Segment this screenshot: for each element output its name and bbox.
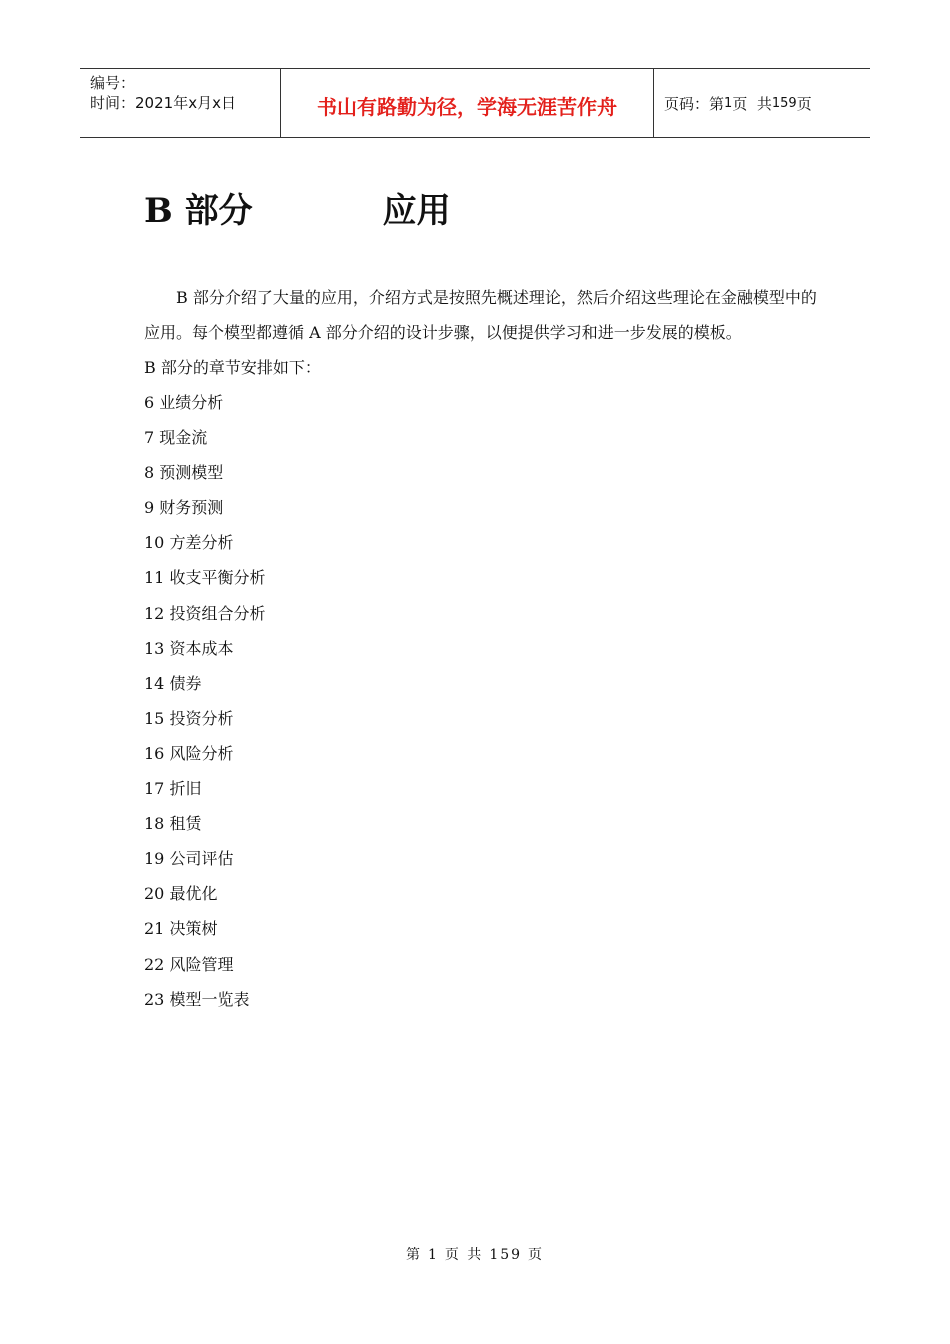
chapter-item: 18 租赁 bbox=[144, 814, 202, 834]
intro-paragraph bbox=[144, 280, 824, 350]
chapter-item: 16 风险分析 bbox=[144, 743, 234, 763]
chapter-item: 10 方差分析 bbox=[144, 533, 234, 553]
chapter-item: 11 收支平衡分析 bbox=[144, 568, 266, 588]
header-page-info bbox=[654, 69, 870, 137]
page-total: 159 bbox=[771, 95, 797, 111]
page-header bbox=[80, 68, 870, 138]
page-suffix: 页 bbox=[796, 94, 812, 113]
chapter-item: 14 债券 bbox=[144, 673, 202, 693]
page-label: 页码： bbox=[664, 94, 710, 113]
chapter-item: 13 资本成本 bbox=[144, 638, 234, 658]
section-name: 应用 bbox=[382, 191, 451, 231]
footer-total: 159 bbox=[489, 1247, 523, 1263]
chapter-item: 17 折旧 bbox=[144, 779, 202, 799]
chapter-item: 12 投资组合分析 bbox=[144, 603, 266, 623]
chapter-item: 7 现金流 bbox=[144, 428, 208, 448]
date-value: 2021年x月x日 bbox=[135, 94, 236, 112]
footer-prefix: 第 bbox=[405, 1247, 422, 1263]
chapter-item: 15 投资分析 bbox=[144, 708, 234, 728]
document-number: 编号： bbox=[90, 74, 136, 92]
chapter-item: 8 预测模型 bbox=[144, 463, 224, 483]
section-part: B 部分 bbox=[144, 191, 253, 231]
page-footer bbox=[0, 1244, 950, 1264]
page-prefix: 第 bbox=[709, 94, 725, 113]
toc-lead: B 部分的章节安排如下： bbox=[144, 358, 321, 377]
date-label: 时间： bbox=[90, 94, 136, 112]
footer-current: 1 bbox=[427, 1247, 439, 1263]
header-meta bbox=[80, 69, 281, 137]
intro-text: B 部分介绍了大量的应用，介绍方式是按照先概述理论，然后介绍这些理论在金融模型中的应用。每个模型都遵循 A 部分介绍的设计步骤，以便提供学习和进一步发展的模板。 bbox=[144, 288, 817, 342]
page-current: 1 bbox=[724, 95, 733, 111]
header-motto: 书山有路勤为径，学海无涯苦作舟 bbox=[281, 69, 654, 137]
footer-mid: 页 共 bbox=[444, 1247, 484, 1263]
footer-suffix: 页 bbox=[528, 1247, 545, 1263]
chapter-item: 9 财务预测 bbox=[144, 498, 224, 518]
chapter-item: 22 风险管理 bbox=[144, 954, 234, 974]
section-title bbox=[144, 186, 451, 236]
chapter-item: 23 模型一览表 bbox=[144, 989, 250, 1009]
chapter-list bbox=[144, 385, 265, 1017]
chapter-item: 20 最优化 bbox=[144, 884, 218, 904]
page-mid: 页 共 bbox=[732, 94, 772, 113]
chapter-item: 6 业绩分析 bbox=[144, 393, 224, 412]
chapter-item: 19 公司评估 bbox=[144, 849, 234, 869]
chapter-item: 21 决策树 bbox=[144, 919, 218, 939]
document-date bbox=[90, 93, 280, 113]
